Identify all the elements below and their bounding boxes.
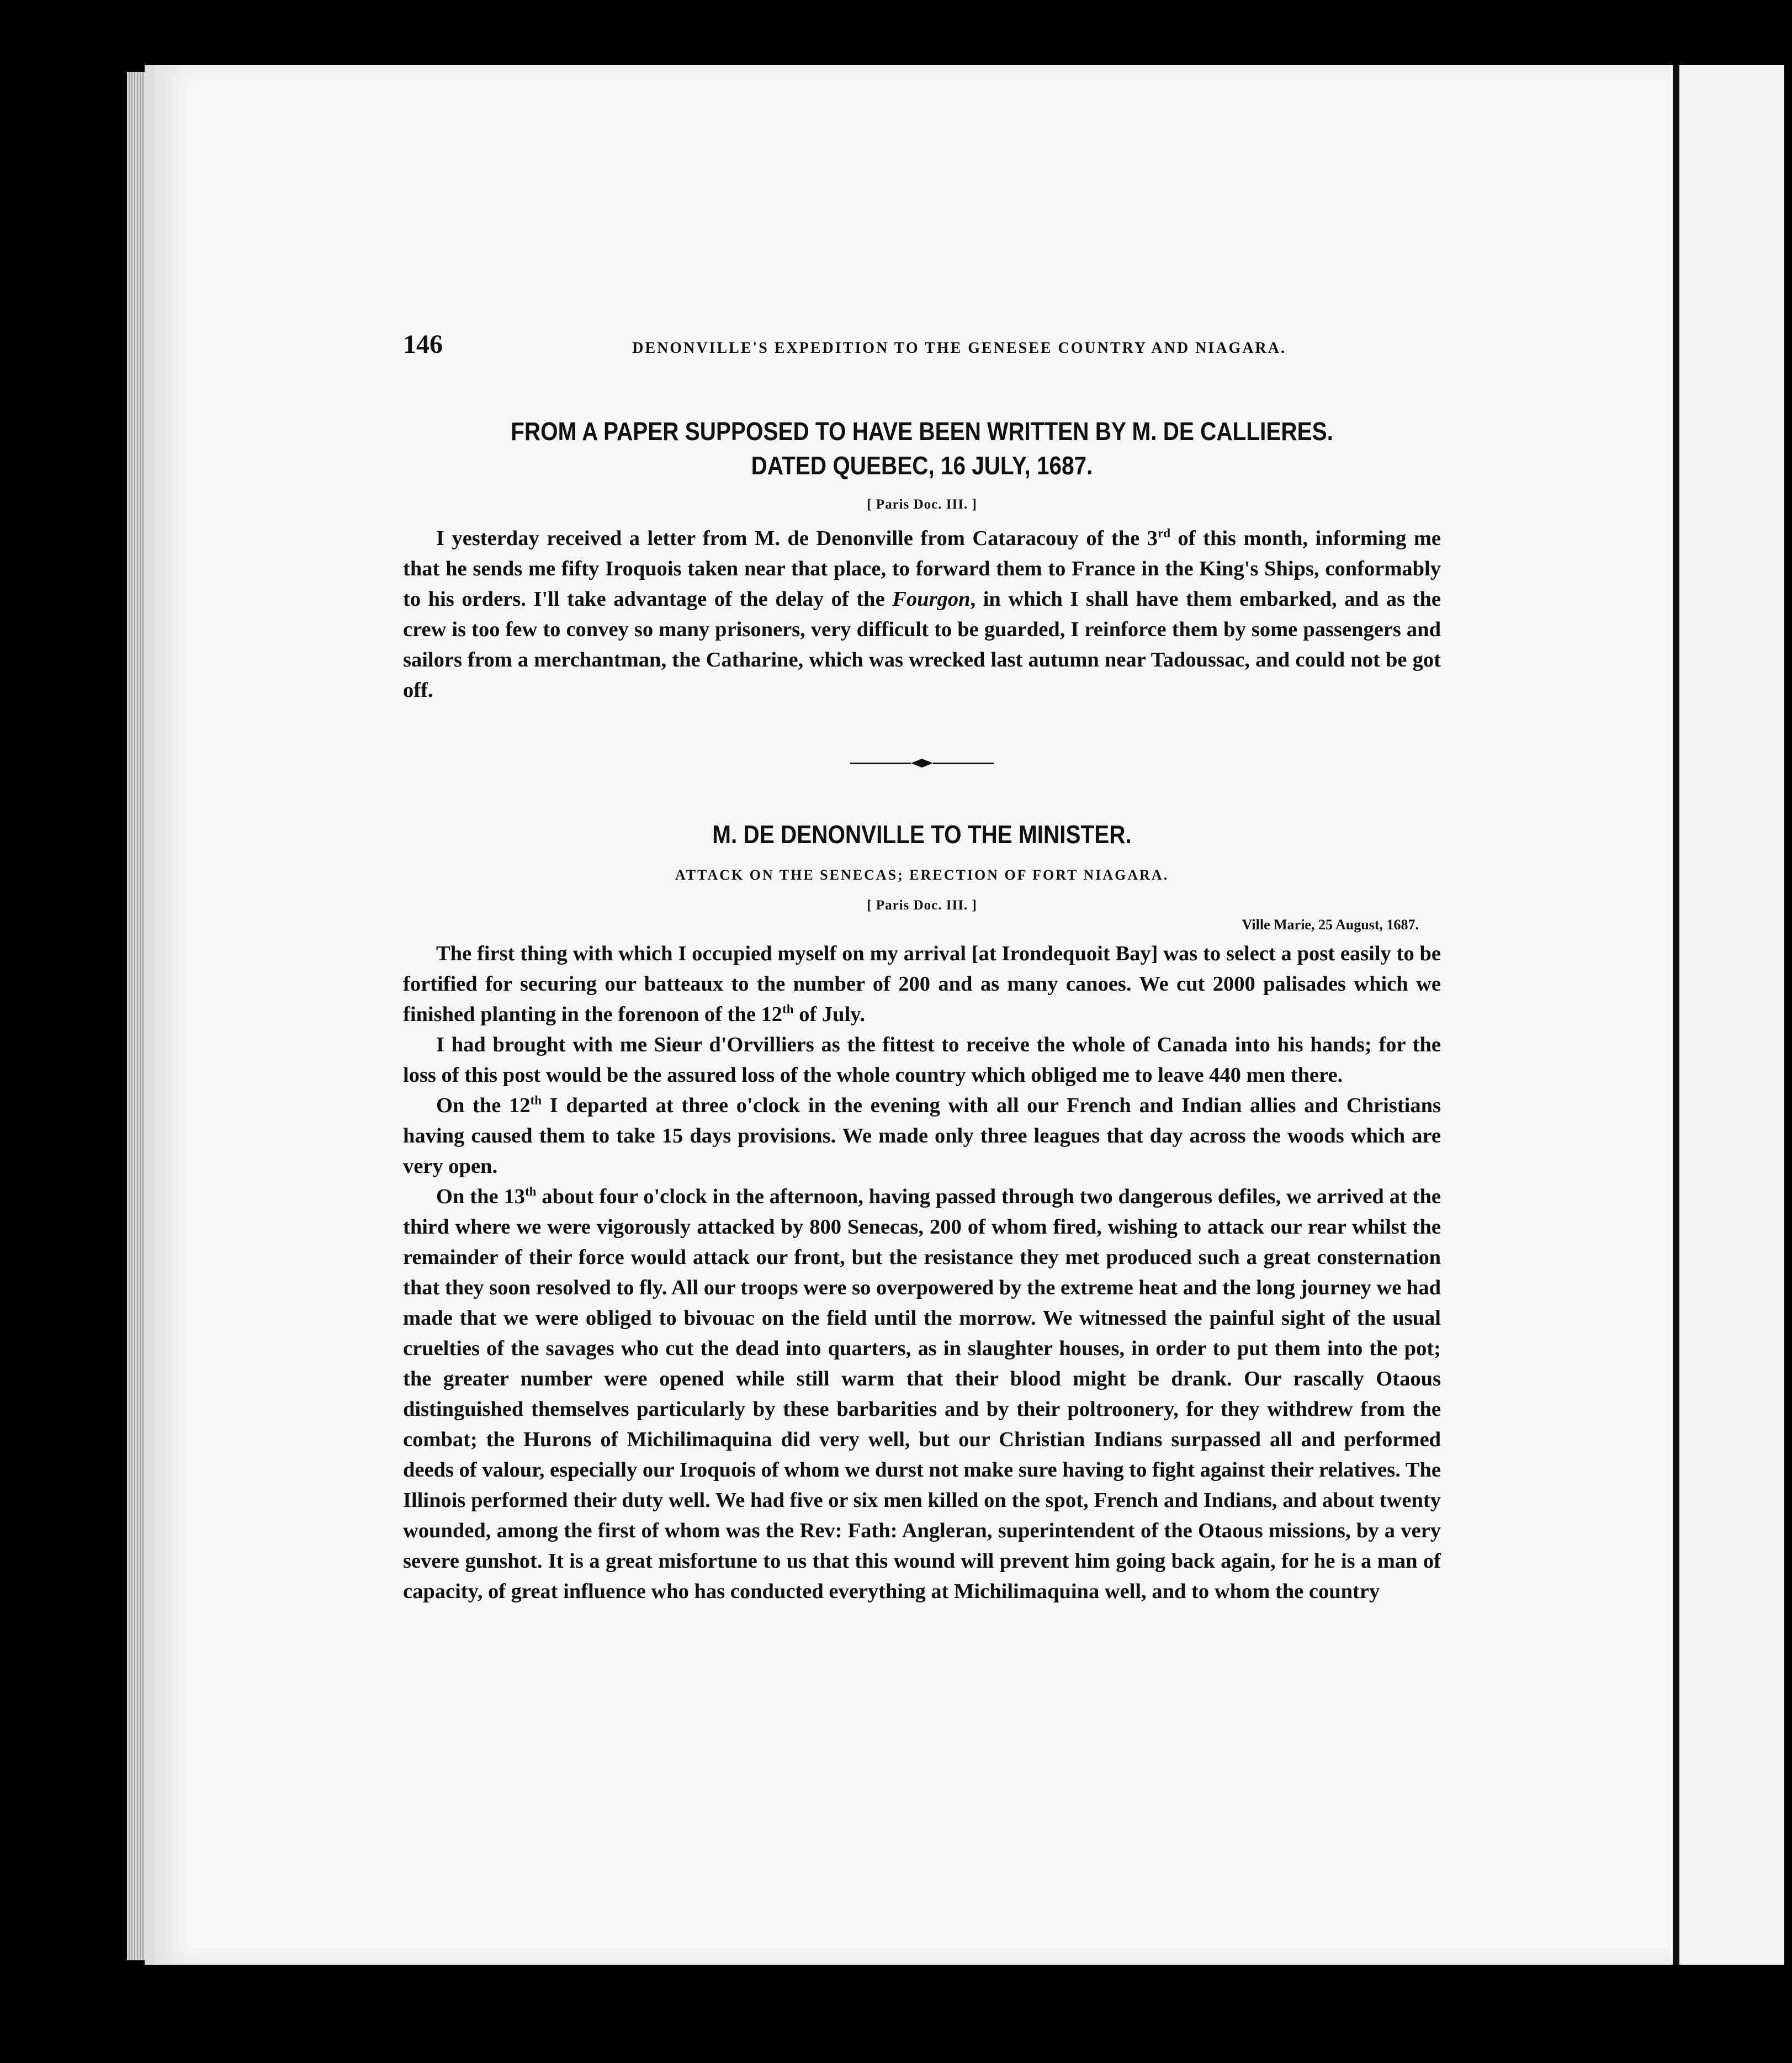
section1-title-line1: FROM A PAPER SUPPOSED TO HAVE BEEN WRITTEN BY M. DE CALLIERES.: [511, 417, 1333, 446]
section2-paragraph-1: The first thing with which I occupied myself on my arrival [at Irondequoit Bay] was to select a post easily to be fortified for securing our batteaux to the number of 200 and as many canoes. We cut 2000 palisades which we finished planting in the forenoon of the 12th of July.: [403, 942, 1441, 1026]
section2-subhead: ATTACK ON THE SENECAS; ERECTION OF FORT NIAGARA.: [675, 867, 1169, 883]
section1-title-line2: DATED QUEBEC, 16 JULY, 1687.: [751, 451, 1093, 480]
section2-title: M. DE DENONVILLE TO THE MINISTER.: [712, 820, 1132, 849]
page-content: [403, 414, 1441, 1607]
section2-paragraph-2: I had brought with me Sieur d'Orvilliers as the fittest to receive the whole of Canada into his hands; for the loss of this post would be the assured loss of the whole country which obliged me to leave 440 men there.: [403, 1033, 1441, 1087]
facing-page-edge: [1673, 65, 1784, 1965]
section2-paragraph-4: On the 13th about four o'clock in the afternoon, having passed through two dangerous defiles, we arrived at the third where we were vigorously attacked by 800 Senecas, 200 of whom fired, wishing to attack our rear whilst the remainder of their force would attack our front, but the resistance they met produced such a great consternation that they soon resolved to fly. All our troops were so overpowered by the extreme heat and the long journey we had made that we were obliged to bivouac on the field until the morrow. We witnessed the painful sight of the usual cruelties of the savages who cut the dead into quarters, as in slaughter houses, in order to put them into the pot; the greater number were opened while still warm that their blood might be drank. Our rascally Otaous distinguished themselves particularly by these barbarities and by their poltroonery, for they withdrew from the combat; the Hurons of Michilimaquina did very well, but our Christian Indians surpassed all and performed deeds of valour, especially our Iroquois of whom we durst not make sure having to fight against their relatives. The Illinois performed their duty well. We had five or six men killed on the spot, French and Indians, and about twenty wounded, among the first of whom was the Rev: Fath: Angleran, superintendent of the Otaous missions, by a very severe gunshot. It is a great misfortune to us that this wound will prevent him going back again, for he is a man of capacity, of great influence who has conducted everything at Michilimaquina well, and to whom the country: [403, 1184, 1441, 1603]
page-number: 146: [403, 330, 443, 359]
section1-paragraph: I yesterday received a letter from M. de Denonville from Cataracouy of the 3rd of this month, informing me that he sends me fifty Iroquois taken near that place, to forward them to France in the King's Ships, conformably to his orders. I'll take advantage of the delay of the Fourgon, in which I shall have them embarked, and as the crew is too few to convey so many prisoners, very difficult to be guarded, I reinforce them by some passengers and sailors from a merchantman, the Catharine, which was wrecked last autumn near Tadoussac, and could not be got off.: [403, 526, 1441, 702]
section2-dateline: Ville Marie, 25 August, 1687.: [1242, 917, 1419, 933]
section-divider: [850, 759, 994, 768]
section1-source: [ Paris Doc. III. ]: [867, 497, 977, 512]
page-header: [403, 329, 1446, 359]
page-edge: [127, 72, 145, 1960]
running-head: DENONVILLE'S EXPEDITION TO THE GENESEE COUNTRY AND NIAGARA.: [632, 340, 1286, 357]
section2-source: [ Paris Doc. III. ]: [867, 898, 977, 913]
section2-paragraph-3: On the 12th I departed at three o'clock in the evening with all our French and Indian allies and Christians having caused them to take 15 days provisions. We made only three leagues that day across the woods which are very open.: [403, 1093, 1441, 1178]
